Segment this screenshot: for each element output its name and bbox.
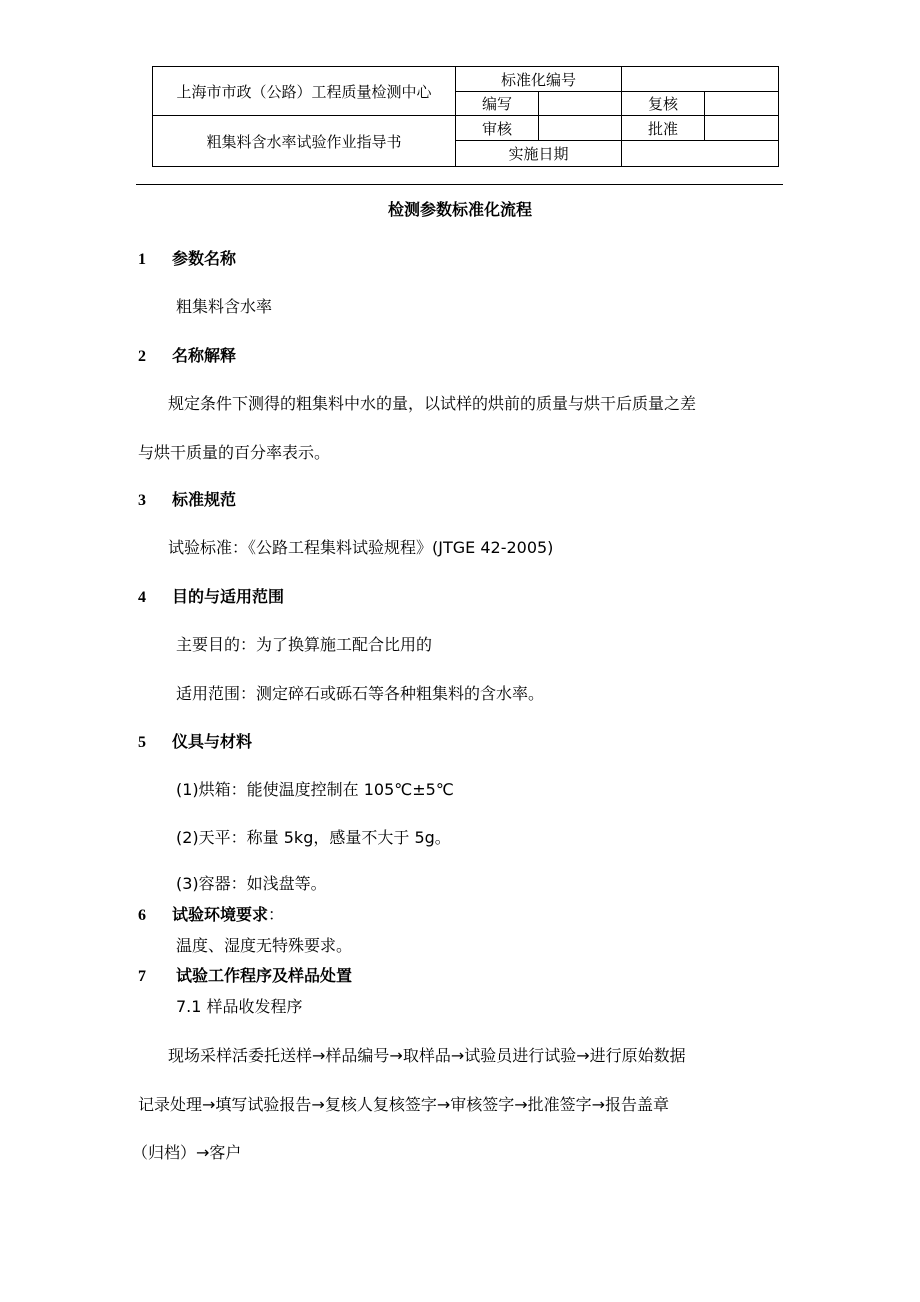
page-title: 检测参数标准化流程 — [387, 200, 532, 219]
section-2-heading — [138, 343, 236, 366]
audit-value — [539, 116, 621, 140]
approve-value — [705, 116, 778, 140]
impl-date-value — [622, 141, 778, 166]
section-2-line-1: 规定条件下测得的粗集料中水的量，以试样的烘前的质量与烘干后质量之差 — [168, 394, 697, 413]
approve-label: 批准 — [647, 121, 678, 138]
section-6-heading — [138, 902, 284, 925]
section-7-sub: 7.1 样品收发程序 — [176, 997, 303, 1016]
section-1-number: 1 — [138, 251, 146, 268]
section-7-heading — [138, 963, 352, 986]
section-3-title: 标准规范 — [172, 490, 237, 509]
section-7-number: 7 — [138, 968, 146, 985]
section-1-title: 参数名称 — [172, 249, 237, 268]
section-2-number: 2 — [138, 348, 146, 365]
header-rule — [136, 184, 783, 185]
section-3-heading — [138, 487, 236, 510]
section-5-number: 5 — [138, 734, 146, 751]
section-4-scope: 适用范围：测定碎石或砾石等各种粗集料的含水率。 — [176, 684, 545, 703]
section-6-number: 6 — [138, 907, 146, 924]
std-no-value — [622, 67, 778, 91]
section-7-line-3: （归档）→客户 — [132, 1143, 242, 1162]
section-5-item-3: (3)容器：如浅盘等。 — [176, 874, 327, 893]
section-7-line-1: 现场采样活委托送样→样品编号→取样品→试验员进行试验→进行原始数据 — [168, 1046, 686, 1065]
section-5-item-1: (1)烘箱：能使温度控制在 105℃±5℃ — [176, 780, 454, 799]
section-2-line-2: 与烘干质量的百分率表示。 — [138, 443, 331, 462]
section-1-body: 粗集料含水率 — [176, 297, 273, 316]
org-name: 上海市市政（公路）工程质量检测中心 — [176, 84, 432, 101]
header-table — [152, 66, 779, 167]
section-7-title: 试验工作程序及样品处置 — [176, 966, 353, 985]
audit-label: 审核 — [481, 121, 512, 138]
compile-value — [539, 92, 621, 115]
section-5-title: 仪具与材料 — [172, 732, 253, 751]
check-value — [705, 92, 778, 115]
check-label: 复核 — [647, 97, 678, 113]
section-3-number: 3 — [138, 492, 146, 509]
section-6-body: 温度、湿度无特殊要求。 — [176, 936, 353, 955]
impl-date-label: 实施日期 — [508, 147, 569, 163]
section-4-heading — [138, 584, 284, 607]
section-6-colon: ： — [268, 905, 285, 924]
section-6-title: 试验环境要求 — [172, 905, 269, 924]
doc-title: 粗集料含水率试验作业指导书 — [206, 134, 402, 151]
std-no-label: 标准化编号 — [500, 72, 576, 89]
compile-label: 编写 — [481, 97, 512, 113]
section-5-item-2: (2)天平：称量 5kg，感量不大于 5g。 — [176, 828, 451, 847]
section-1-heading — [138, 246, 236, 269]
section-4-purpose: 主要目的：为了换算施工配合比用的 — [176, 635, 433, 654]
section-7-line-2: 记录处理→填写试验报告→复核人复核签字→审核签字→批准签字→报告盖章 — [138, 1095, 670, 1114]
section-2-title: 名称解释 — [172, 346, 237, 365]
section-4-title: 目的与适用范围 — [172, 587, 285, 606]
section-4-number: 4 — [138, 589, 146, 606]
section-3-body: 试验标准：《公路工程集料试验规程》(JTGE 42-2005) — [168, 538, 554, 557]
section-5-heading — [138, 729, 252, 752]
